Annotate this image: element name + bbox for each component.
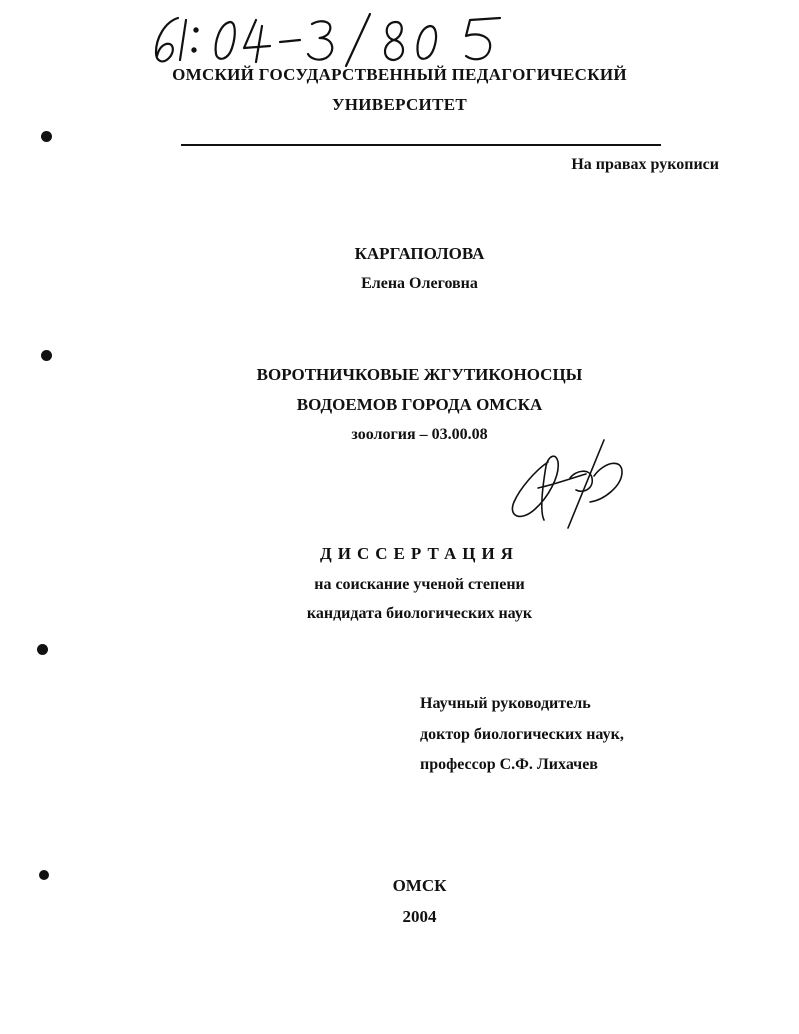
supervisor-title: Научный руководитель: [420, 695, 591, 712]
degree-purpose-line1: на соискание ученой степени: [314, 576, 525, 593]
thesis-title-line1: ВОРОТНИЧКОВЫЕ ЖГУТИКОНОСЦЫ: [256, 365, 583, 384]
university-name-line1: ОМСКИЙ ГОСУДАРСТВЕННЫЙ ПЕДАГОГИЧЕСКИЙ: [172, 65, 627, 84]
punch-hole-2: [41, 350, 52, 361]
author-surname: КАРГАПОЛОВА: [354, 244, 485, 263]
archive-code-handwriting: [156, 14, 500, 66]
author-given-names: Елена Олеговна: [361, 275, 478, 292]
signature-handwriting: [512, 440, 622, 528]
specialty-code: зоология – 03.00.08: [351, 426, 488, 443]
punch-hole-3: [37, 644, 48, 655]
university-name-line2: УНИВЕРСИТЕТ: [331, 95, 467, 114]
manuscript-note: На правах рукописи: [571, 156, 719, 173]
degree-purpose-line2: кандидата биологических наук: [306, 605, 533, 622]
supervisor-degree: доктор биологических наук,: [420, 726, 624, 743]
city: ОМСК: [392, 876, 447, 895]
dissertation-label: ДИССЕРТАЦИЯ: [320, 544, 519, 563]
supervisor-name: профессор С.Ф. Лихачев: [420, 756, 598, 773]
punch-hole-1: [41, 131, 52, 142]
header-divider: [181, 144, 661, 146]
thesis-title-line2: ВОДОЕМОВ ГОРОДА ОМСКА: [296, 395, 543, 414]
year: 2004: [402, 907, 437, 926]
